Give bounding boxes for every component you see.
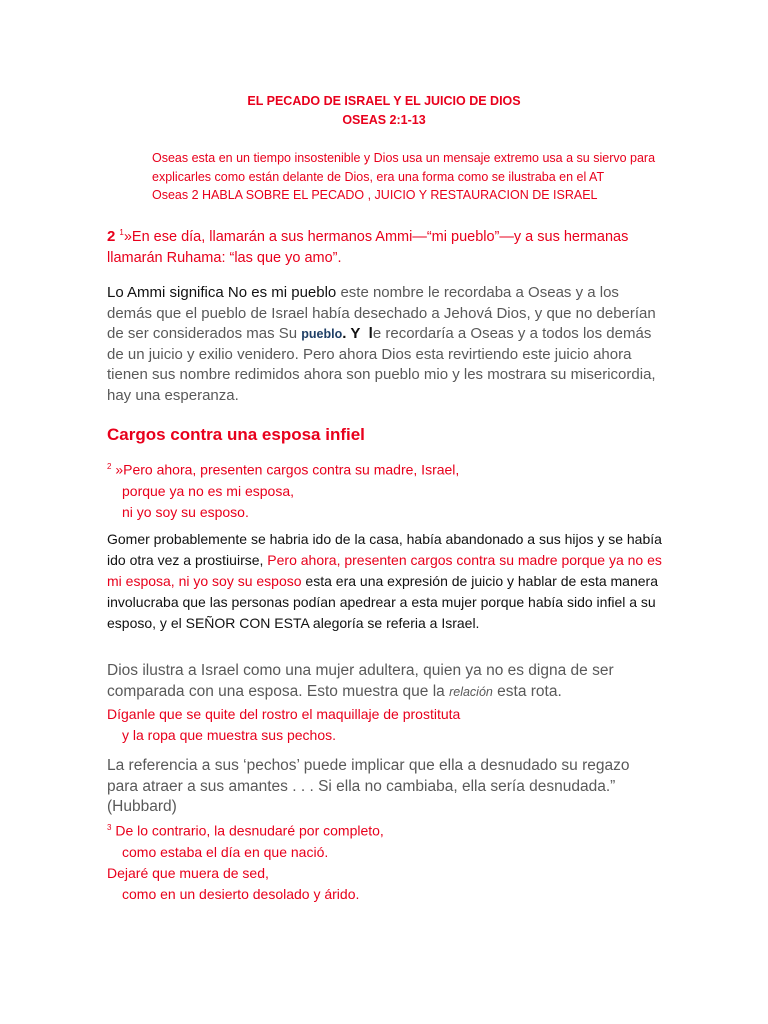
paragraph-dios-ilustra: [107, 661, 662, 702]
verse-line: como estaba el día en que nació.: [122, 843, 329, 860]
intro-line-3: Oseas 2 HABLA SOBRE EL PECADO , JUICIO Y RESTAURACION DE ISRAEL: [152, 188, 598, 202]
l-letter: l: [368, 325, 373, 342]
section-heading: Cargos contra una esposa infiel: [107, 425, 365, 444]
verse-line: porque ya no es mi esposa,: [122, 482, 294, 499]
verse-line-text: »Pero ahora, presenten cargos contra su madre, Israel,: [111, 461, 460, 478]
verse-2-1: [107, 222, 667, 269]
verse-marker: 1: [119, 228, 124, 237]
verse-2-2b: [107, 704, 667, 746]
verse-2-2: [107, 456, 667, 523]
verse-line: Díganle que se quite del rostro el maquillaje de prostituta: [107, 706, 461, 722]
relacion-word: relación: [449, 684, 493, 699]
paragraph-text-a: Dios ilustra a Israel como una mujer adultera, quien ya no es digna de ser comparada con una esposa. Esto muestra que la: [107, 662, 614, 700]
paragraph-text-b: esta era una expresión de juicio y hablar de esta manera involucraba que las personas podían apedrear a esta mujer porque había sido infiel a su esposo, y el SEÑOR CON ESTA alegoría se referia a Israel.: [107, 573, 658, 631]
paragraph-lo-ammi: [107, 283, 662, 406]
verse-line: [107, 817, 667, 842]
verse-line-text: De lo contrario, la desnudaré por completo,: [111, 822, 384, 839]
verse-line: y la ropa que muestra sus pechos.: [122, 727, 337, 743]
intro-line-1: Oseas esta en un tiempo insostenible y Dios usa un mensaje extremo usa a su siervo para: [152, 151, 656, 165]
paragraph-referencia: La referencia a sus ‘pechos’ puede implicar que ella a desnudado su regazo para atraer a sus amantes . . . Si ella no cambiaba, ella sería desnudada.” (Hubbard): [107, 757, 630, 815]
intro-line-2: explicarles como están delante de Dios, era una forma como se ilustraba en el AT: [152, 170, 605, 184]
verse-number: 2: [107, 462, 112, 471]
verse-number: 2: [107, 227, 116, 245]
paragraph-text-b: e recordaría a Oseas y a todos los demás de un juicio y exilio venidero. Pero ahora Dios esta revirtiendo este juicio ahora tienen sus nombre redimidos ahora son pueblo mio y les mostrara su misericordia, hay una esperanza.: [107, 325, 656, 404]
verse-text: »En ese día, llamarán a sus hermanos Ammi—“mi pueblo”—y a sus hermanas llamarán Ruhama: “las que yo amo”.: [107, 228, 629, 266]
pueblo-word: pueblo: [301, 327, 343, 341]
verse-2-3: [107, 817, 667, 905]
y-letter: . Y: [342, 325, 361, 342]
document-subtitle: OSEAS 2:1-13: [342, 113, 426, 127]
paragraph-text-b: esta rota.: [492, 682, 562, 700]
paragraph-lead: Lo Ammi significa No es mi pueblo: [107, 284, 337, 301]
verse-number: 3: [107, 823, 112, 832]
verse-line: Dejaré que muera de sed,: [107, 864, 269, 881]
verse-line: [107, 456, 667, 481]
paragraph-text-a: Gomer probablemente se habria ido de la casa, había abandonado a sus hijos y se había ido otra vez a prostiuirse,: [107, 531, 662, 568]
paragraph-quote: Pero ahora, presenten cargos contra su madre porque ya no es mi esposa, ni yo soy su esposo: [107, 552, 662, 589]
verse-line: ni yo soy su esposo.: [122, 503, 249, 520]
verse-line: como en un desierto desolado y árido.: [122, 885, 360, 902]
paragraph-text-a: este nombre le recordaba a Oseas y a los demás que el pueblo de Israel había desechado a Jehová Dios, y que no deberían de ser considerados mas Su: [107, 284, 656, 342]
paragraph-gomer: [107, 529, 662, 634]
document-title: EL PECADO DE ISRAEL Y EL JUICIO DE DIOS: [247, 94, 521, 108]
